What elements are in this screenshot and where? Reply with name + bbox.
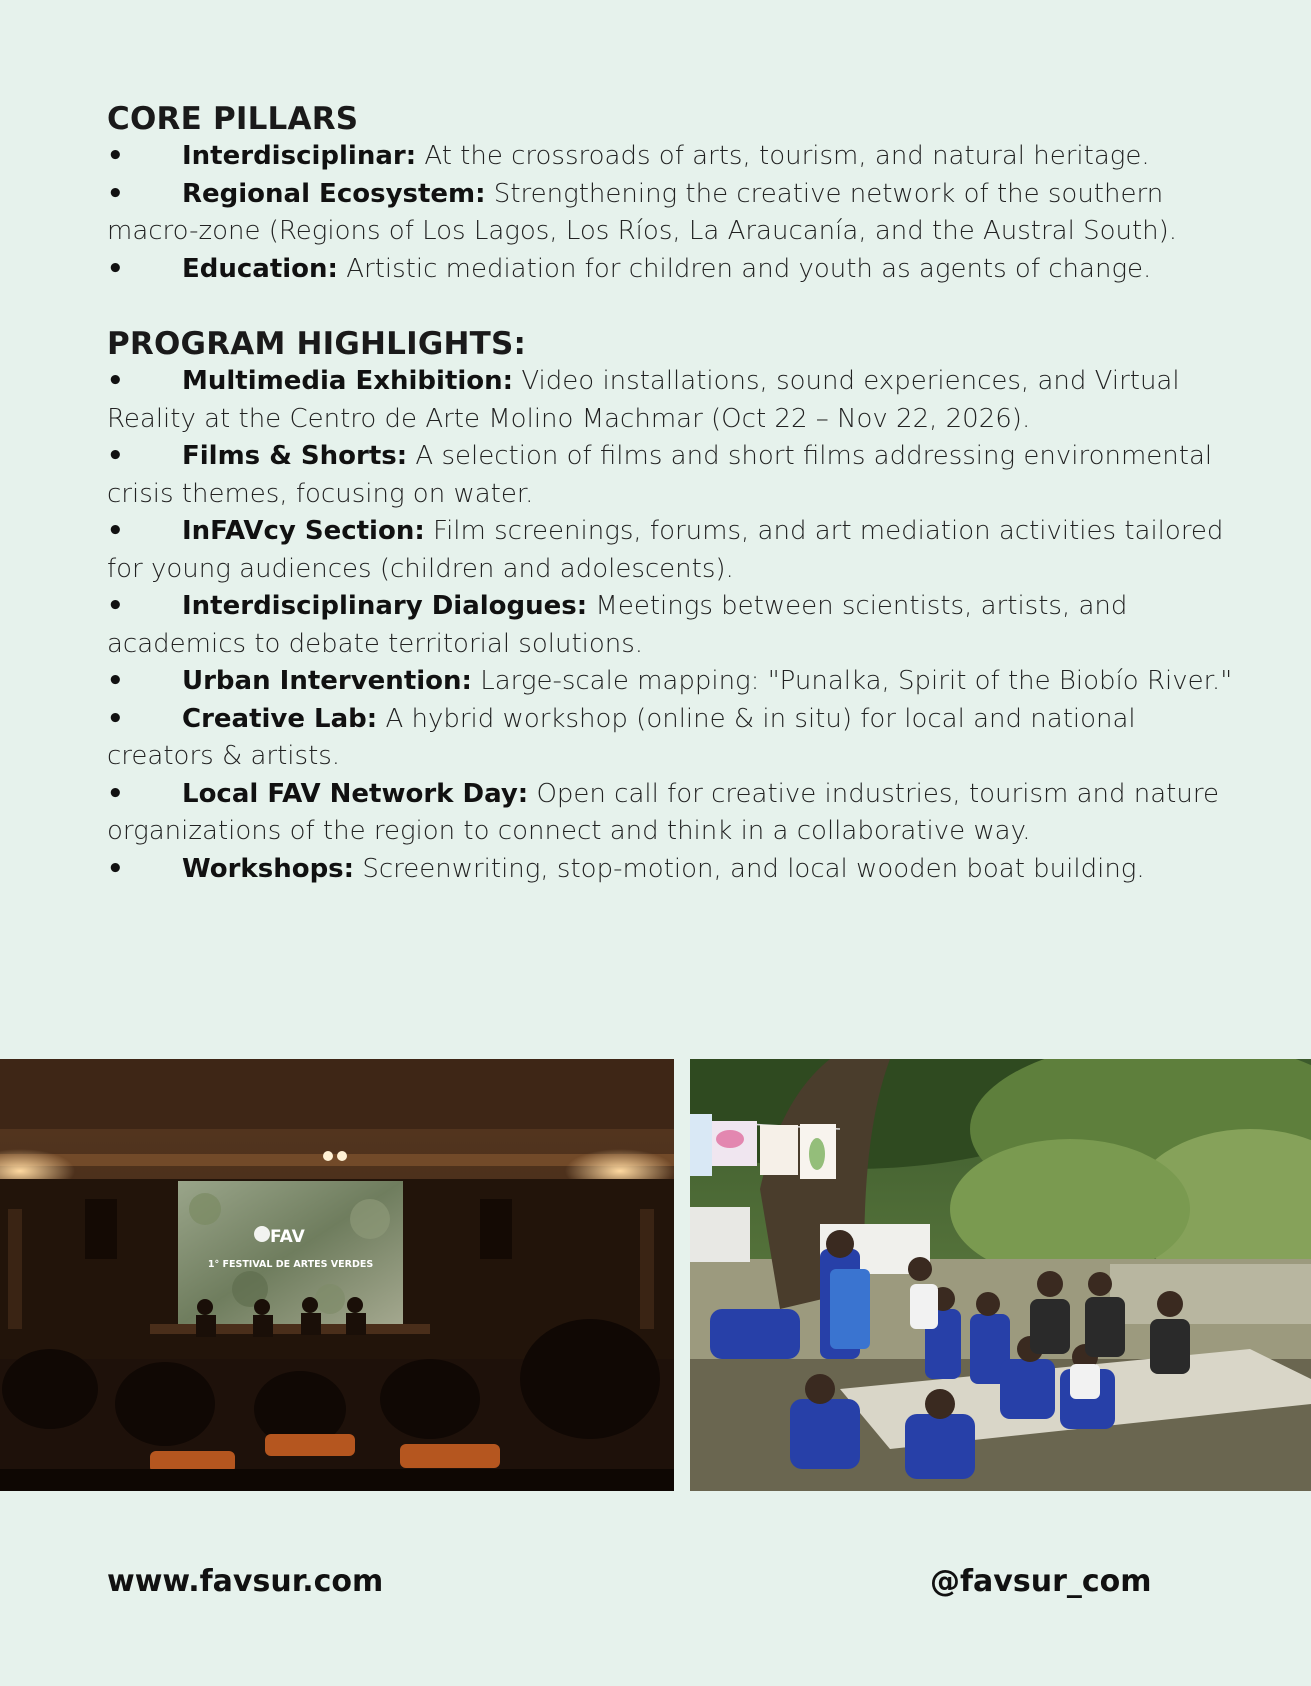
bullet-icon: • [107, 516, 124, 546]
screen-logo: FAV [270, 1227, 305, 1247]
screen-caption: 1° FESTIVAL DE ARTES VERDES [207, 1259, 374, 1270]
list-item [107, 363, 1237, 438]
highlight-description: Video installations, sound experiences, and Virtual Reality at the Centro de Arte Molino Machmar (Oct 22 – Nov 22, 2026). [107, 366, 1180, 434]
list-item [107, 513, 1237, 588]
list-item [107, 176, 1237, 251]
list-item [107, 138, 1237, 176]
pillar-term: Education: [182, 253, 338, 284]
pillar-description: Artistic mediation for children and youth as agents of change. [337, 253, 1152, 284]
list-item [107, 851, 1237, 889]
section-spacer [107, 288, 1237, 325]
cinema-photo-illustration [0, 1059, 674, 1491]
program-highlights-list [107, 363, 1237, 888]
highlight-description: A hybrid workshop (online & in situ) for local and national creators & artists. [107, 703, 1136, 771]
bullet-icon: • [107, 366, 124, 396]
outdoor-photo-illustration [690, 1059, 1311, 1491]
photo-strip [0, 1059, 1311, 1491]
program-highlights-title: PROGRAM HIGHLIGHTS: [107, 326, 527, 362]
bullet-icon: • [107, 703, 124, 734]
highlight-description: Film screenings, forums, and art mediation activities tailored for young audiences (children and adolescents). [107, 516, 1224, 584]
list-item [107, 588, 1237, 663]
main-content [107, 100, 1237, 888]
outdoor-workshop-photo [690, 1059, 1311, 1491]
pillar-term: Regional Ecosystem: [182, 178, 486, 209]
website-link[interactable]: www.favsur.com [107, 1564, 384, 1599]
highlight-description: Screenwriting, stop-motion, and local wooden boat building. [354, 853, 1145, 884]
bullet-icon: • [107, 141, 124, 171]
highlight-description: Large-scale mapping: "Punalka, Spirit of the Biobío River." [471, 666, 1233, 696]
bullet-icon: • [107, 853, 124, 884]
list-item [107, 701, 1237, 776]
pillar-description: Strengthening the creative network of the southern macro-zone (Regions of Los Lagos, Los Ríos, La Araucanía, and the Austral South). [107, 178, 1178, 246]
list-item [107, 776, 1237, 851]
list-item [107, 438, 1237, 513]
cinema-forum-photo [0, 1059, 674, 1491]
bullet-icon: • [107, 178, 124, 209]
bullet-icon: • [107, 591, 124, 621]
highlight-term: Interdisciplinary Dialogues: [182, 591, 588, 621]
highlight-term: Films & Shorts: [182, 441, 408, 471]
highlight-term: InFAVcy Section: [182, 516, 425, 546]
pillar-term: Interdisciplinar: [182, 141, 417, 171]
bullet-icon: • [107, 778, 124, 809]
bullet-icon: • [107, 441, 124, 471]
highlight-description: A selection of films and short films addressing environmental crisis themes, focusing on water. [107, 441, 1213, 509]
core-pillars-list [107, 138, 1237, 288]
highlight-term: Local FAV Network Day: [182, 778, 529, 809]
core-pillars-title: CORE PILLARS [107, 101, 359, 137]
social-handle[interactable]: @favsur_com [930, 1564, 1152, 1599]
list-item [107, 663, 1237, 701]
bullet-icon: • [107, 666, 124, 696]
pillar-description: At the crossroads of arts, tourism, and natural heritage. [416, 141, 1150, 171]
highlight-description: Open call for creative industries, tourism and nature organizations of the region to connect and think in a collaborative way. [107, 778, 1219, 846]
highlight-term: Multimedia Exhibition: [182, 366, 514, 396]
highlight-term: Workshops: [182, 853, 355, 884]
highlight-description: Meetings between scientists, artists, and academics to debate territorial solutions. [107, 591, 1128, 659]
highlight-term: Creative Lab: [182, 703, 378, 734]
list-item [107, 251, 1237, 289]
highlight-term: Urban Intervention: [182, 666, 472, 696]
bullet-icon: • [107, 253, 124, 284]
